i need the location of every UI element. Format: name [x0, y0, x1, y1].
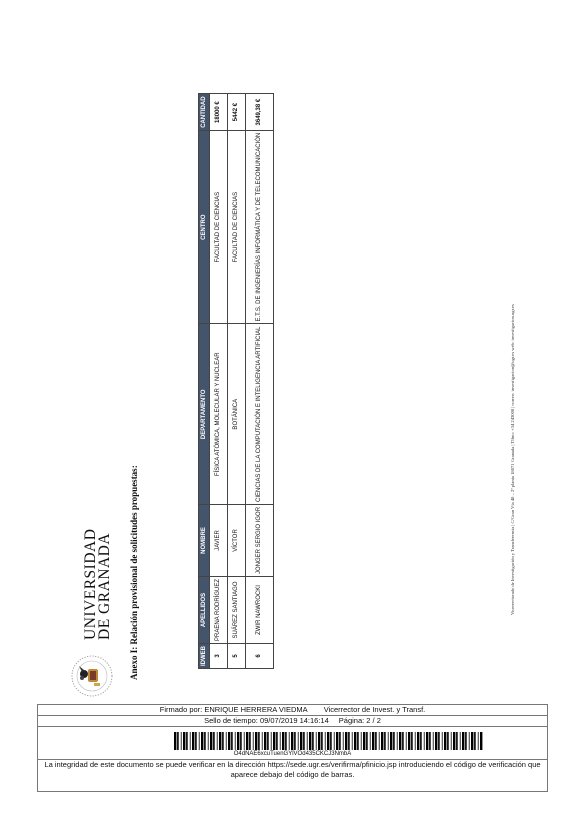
col-header-cantidad: CANTIDAD [199, 94, 210, 130]
verification-code: O4dNAE6xcuTuenGYlVOd435CKCJ3NmbA [233, 751, 352, 757]
timestamp-line [38, 716, 547, 727]
barcode-icon [174, 732, 483, 750]
cell-nombre: JAVIER [210, 504, 228, 576]
cell-idweb: 5 [228, 644, 246, 669]
cell-centro: FACULTAD DE CIENCIAS [228, 130, 246, 324]
cell-centro: E.T.S. DE INGENIERÍAS INFORMÁTICA Y DE TELECOMUNICACIÓN [246, 130, 274, 324]
verification-notice: La integridad de este documento se puede verificar en la dirección https://sede.ugr.es/verifirma/pfinicio.jsp introduciendo el código de verificación que aparece debajo del código de barras. [38, 759, 547, 780]
signature-box [37, 704, 548, 792]
institution-line2: DE GRANADA [95, 532, 113, 640]
table-row [246, 94, 274, 669]
university-seal-icon [70, 652, 114, 700]
institution-line1: UNIVERSIDAD [82, 528, 99, 640]
cell-idweb: 3 [210, 644, 228, 669]
signed-by: Firmado por: ENRIQUE HERRERA VIEDMA [159, 705, 308, 714]
cell-cantidad: 3649,38 € [246, 94, 274, 130]
cell-departamento: BOTÁNICA [228, 324, 246, 504]
cell-cantidad: 18000 € [210, 94, 228, 130]
cell-departamento: CIENCIAS DE LA COMPUTACIÓN E INTELIGENCIA ARTIFICIAL [246, 324, 274, 504]
signature-line [38, 705, 547, 716]
page-number: Página: 2 / 2 [338, 716, 381, 725]
cell-departamento: FÍSICA ATÓMICA, MOLECULAR Y NUCLEAR [210, 324, 228, 504]
signer-role: Vicerrector de Invest. y Transf. [323, 705, 426, 714]
cell-apellidos: ZWIR NAWROCKI [246, 576, 274, 643]
annex-title: Anexo I: Relación provisional de solicitudes propuestas: [129, 465, 139, 680]
cell-idweb: 6 [246, 644, 274, 669]
page-footer-contact: Vicerrectorado de Investigación y Transferencia | C/Gran Vía 48 – 2ª planta 18071 Granada | Tlfno: +34 243008 | correo: investigacion@ugr.es web: investigacion.ugr.es [510, 304, 515, 615]
cell-centro: FACULTAD DE CIENCIAS [210, 130, 228, 324]
col-header-idweb: IDWEB [199, 644, 210, 669]
col-header-centro: CENTRO [199, 130, 210, 324]
table-row [210, 94, 228, 669]
col-header-apellidos: APELLIDOS [199, 576, 210, 643]
cell-nombre: JONGER SERGIO IGOR [246, 504, 274, 576]
cell-apellidos: SUÁREZ SANTIAGO [228, 576, 246, 643]
institution-name [84, 510, 111, 640]
table-header-row [199, 94, 210, 669]
cell-apellidos: PRAENA RODRÍGUEZ [210, 576, 228, 643]
timestamp: Sello de tiempo: 09/07/2019 14:16:14 [204, 716, 329, 725]
cell-cantidad: 5442 € [228, 94, 246, 130]
table-row [228, 94, 246, 669]
applications-table [198, 93, 274, 669]
col-header-nombre: NOMBRE [199, 504, 210, 576]
cell-nombre: VÍCTOR [228, 504, 246, 576]
col-header-departamento: DEPARTAMENTO [199, 324, 210, 504]
